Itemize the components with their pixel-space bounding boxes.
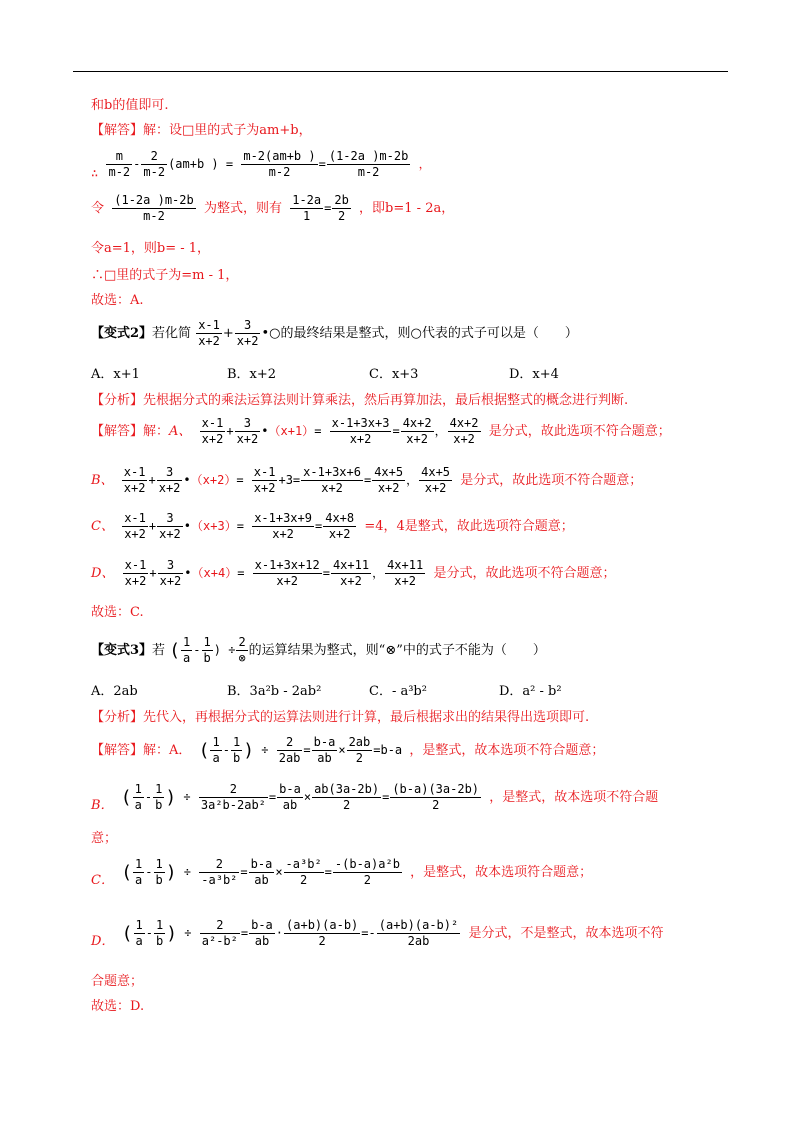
v3-answer-row-a: 【解答】解：A． ( $\frac{1}{a}$ - $\frac{1}{b}$ ) ÷ $\frac{2}{2ab}$ = $\frac{b-a}{ab}$ × $\frac{2ab}{2}$ =b-a ，是整式，故本选项不符合题意； [91, 735, 605, 765]
option-d: D．a² - b² [499, 684, 562, 699]
fraction: $\frac{m-2(am+b )}{m-2}$ [243, 149, 316, 179]
answer-row-b: B、 $\frac{x-1}{x+2}$ + $\frac{3}{x+2}$ •（x+2）= $\frac{x-1}{x+2}$ +3= $\frac{x-1+3x+6}{x+2}$ = $\frac{4x+5}{x+2}$ ， $\frac{4x+5}{x+2}$ 是分式，故此选项不符合题意； [91, 465, 643, 495]
fraction: $\frac{2b}{2}$ [334, 193, 349, 223]
answer-line [91, 122, 312, 140]
choose-line: 故选：C. [91, 605, 144, 620]
option-b: B．x+2 [227, 367, 277, 382]
v3-answer-row-d: D． ( $\frac{1}{a}$ - $\frac{1}{b}$ ) ÷ $\frac{2}{\text{a²-b²}}$ = $\frac{b-a}{ab}$ · $\frac{(a+b)(a-b)}{2}$ =- $\frac{\text{(a+b)(a-b)²}}{2ab}$ 是分式，不是整式，故本选项不符 [91, 918, 664, 949]
fraction: $\frac{(1-2a )m-2b}{m-2}$ [328, 149, 409, 179]
fraction: $\frac{2}{m-2}$ [143, 149, 166, 179]
therefore-symbol: ∴ [91, 166, 99, 180]
variant2-label: 【变式2】 [91, 326, 153, 341]
equation-2: 令 $\frac{(1-2a )m-2b}{m-2}$ 为整式，则有 $\frac{1-2a}{1}$ = $\frac{2b}{2}$ ，即b=1 - 2a， [91, 193, 455, 223]
fraction: $\frac{3}{x+2}$ [236, 318, 259, 348]
answer-row-a: 【解答】解：A、 $\frac{x-1}{x+2}$ + $\frac{3}{x+2}$ •（x+1）= $\frac{x-1+3x+3}{x+2}$ = $\frac{4x+2}{x+2}$ ， $\frac{4x+2}{x+2}$ 是分式，故此选项不符合题意； [91, 416, 671, 446]
fraction: $\frac{m}{m-2}$ [108, 149, 131, 179]
equation-1: ∴ $\frac{m}{m-2}$ - $\frac{2}{m-2}$ (am+b ) = $\frac{m-2(am+b )}{m-2}$ = $\frac{(1-2a )m-2b}{m-2}$ ， [91, 149, 431, 180]
option-a: A．x+1 [91, 367, 140, 382]
option-c: C．- a³b² [369, 684, 427, 699]
answer-label: 【解答】 [91, 123, 144, 138]
analysis-line: 【分析】先代入，再根据分式的运算法则进行计算，最后根据求出的结果得出选项即可. [91, 710, 590, 725]
option-a: A．2ab [91, 684, 138, 699]
option-b: B．3a²b - 2ab² [227, 684, 322, 699]
choose-line: 故选：D. [91, 999, 145, 1014]
answer-row-d: D、 $\frac{x-1}{x+2}$ + $\frac{3}{x+2}$ •（x+4）= $\frac{x-1+3x+12}{x+2}$ = $\frac{4x+11}{x+2}$ ， $\frac{4x+11}{x+2}$ 是分式，故此选项不符合题意； [91, 558, 616, 588]
v3-answer-row-c: C． ( $\frac{1}{a}$ - $\frac{1}{b}$ ) ÷ $\frac{2}{\text{-a³b²}}$ = $\frac{b-a}{ab}$ × $\frac{\text{-a³b²}}{2}$ = $\frac{\text{-(b-a)a²b}}{2}$ ，是整式，故本选项符合题意； [91, 857, 593, 888]
choose-line: 故选：A. [91, 293, 144, 308]
v3-answer-row-b: B． ( $\frac{1}{a}$ - $\frac{1}{b}$ ) ÷ $\frac{2}{\text{3a²b-2ab²}}$ = $\frac{b-a}{ab}$ × $\frac{ab(3a-2b)}{2}$ = $\frac{(b-a)(3a-2b)}{2}$ ，是整式，故本选项不符合题 [91, 782, 659, 813]
fraction: $\frac{(1-2a )m-2b}{m-2}$ [114, 193, 194, 223]
variant2-question: 【变式2】若化简 $\frac{x-1}{x+2}$ + $\frac{3}{x+2}$ •○的最终结果是整式，则○代表的式子可以是（ ） [91, 318, 578, 348]
header-rule [73, 71, 728, 72]
text-line: 合题意； [91, 974, 144, 989]
fraction: $\frac{1-2a}{1}$ [292, 193, 322, 223]
analysis-line: 【分析】先根据分式的乘法运算法则计算乘法，然后再算加法，最后根据整式的概念进行判断. [91, 393, 629, 408]
text-line: 令a=1，则b= - 1， [91, 241, 211, 256]
option-d: D．x+4 [509, 367, 559, 382]
variant3-label: 【变式3】 [91, 643, 153, 658]
text-line: 意； [91, 831, 118, 846]
text-line: ∴□里的式子为=m - 1， [91, 268, 239, 283]
answer-text: 解：设□里的式子为am+b， [143, 123, 312, 138]
text-line: 和b的值即可. [91, 98, 169, 113]
answer-row-c: C、 $\frac{x-1}{x+2}$ + $\frac{3}{x+2}$ •（x+3）= $\frac{x-1+3x+9}{x+2}$ = $\frac{4x+8}{x+2}$ =4，4是整式，故此选项符合题意； [91, 511, 574, 541]
variant3-question: 【变式3】若 ( $\frac{1}{a}$ - $\frac{1}{b}$ ) ÷ $\frac{2}{\otimes}$ 的运算结果为整式，则“⊗”中的式子不能为（ ） [91, 635, 546, 665]
fraction: $\frac{x-1}{x+2}$ [198, 318, 220, 348]
option-c: C．x+3 [369, 367, 419, 382]
